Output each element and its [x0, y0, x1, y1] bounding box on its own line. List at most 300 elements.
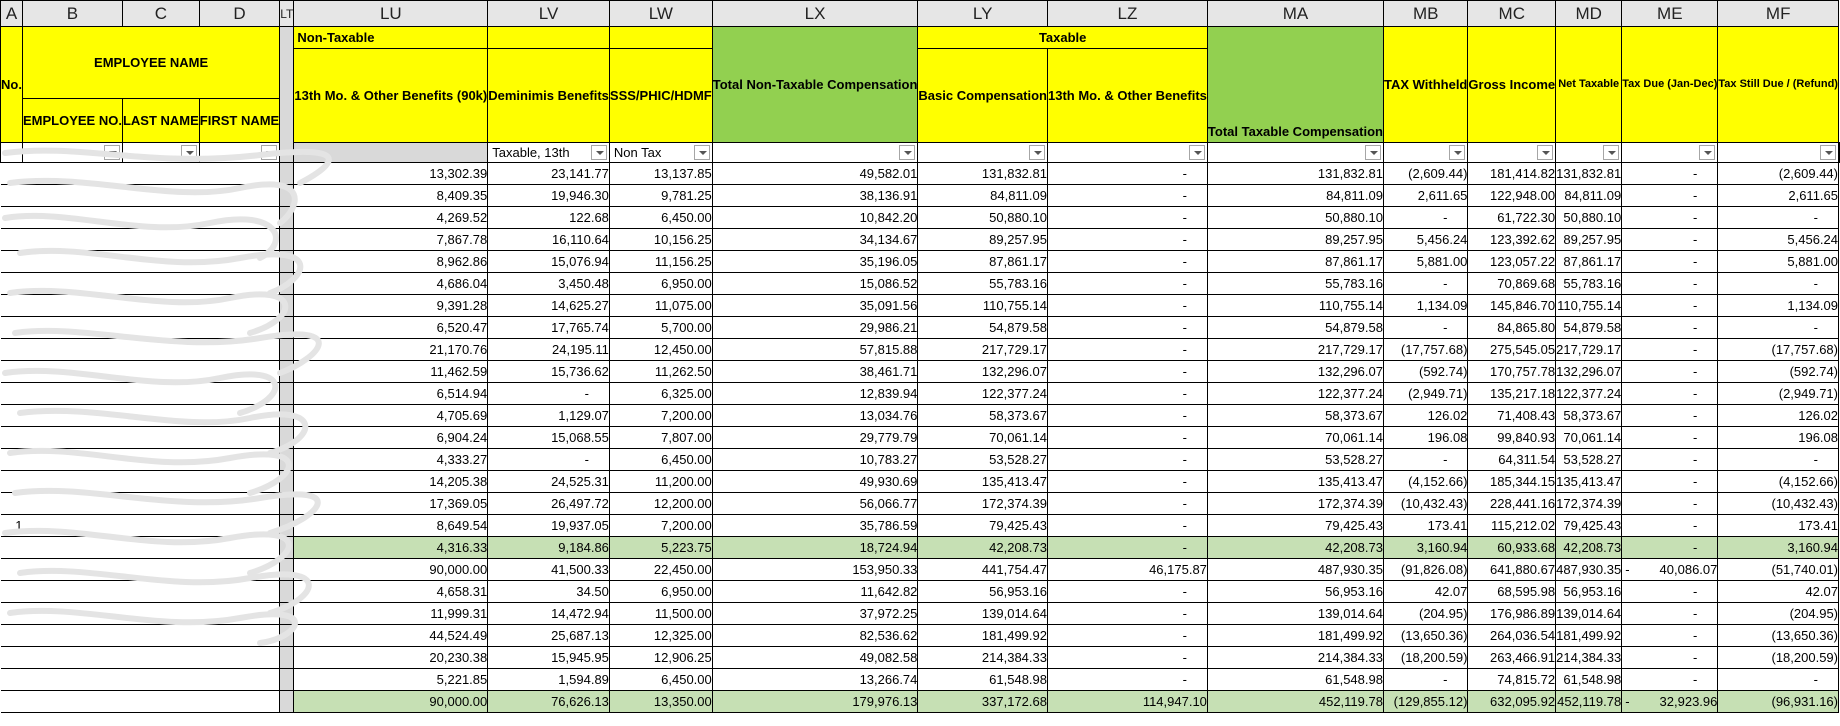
- cell-lu[interactable]: 13,302.39: [294, 163, 488, 185]
- cell-mb[interactable]: -: [1383, 273, 1467, 295]
- cell-ma[interactable]: 87,861.17: [1207, 251, 1383, 273]
- redacted-cell-a[interactable]: [1, 273, 23, 295]
- cell-lv[interactable]: 26,497.72: [488, 493, 610, 515]
- redacted-cell-c[interactable]: [122, 559, 199, 581]
- cell-ma[interactable]: 452,119.78: [1207, 691, 1383, 713]
- cell-ly[interactable]: 135,413.47: [918, 471, 1048, 493]
- cell-ly[interactable]: 87,861.17: [918, 251, 1048, 273]
- cell-ly[interactable]: 53,528.27: [918, 449, 1048, 471]
- cell-ly[interactable]: 132,296.07: [918, 361, 1048, 383]
- cell-mf[interactable]: 3,160.94: [1718, 537, 1839, 559]
- cell-me[interactable]: -: [1622, 471, 1718, 493]
- cell-me[interactable]: -: [1622, 493, 1718, 515]
- redacted-cell-b[interactable]: [22, 361, 122, 383]
- cell-mf[interactable]: (204.95): [1718, 603, 1839, 625]
- cell-me[interactable]: -: [1622, 449, 1718, 471]
- cell-ly[interactable]: 54,879.58: [918, 317, 1048, 339]
- cell-lv[interactable]: 41,500.33: [488, 559, 610, 581]
- cell-mc[interactable]: 641,880.67: [1468, 559, 1556, 581]
- cell-ly[interactable]: 217,729.17: [918, 339, 1048, 361]
- cell-me[interactable]: -: [1622, 515, 1718, 537]
- cell-lw[interactable]: 12,450.00: [609, 339, 712, 361]
- cell-lv[interactable]: 76,626.13: [488, 691, 610, 713]
- redacted-cell-d[interactable]: [199, 361, 279, 383]
- cell-mb[interactable]: 126.02: [1383, 405, 1467, 427]
- filter-dropdown-icon[interactable]: [694, 145, 710, 160]
- cell-me[interactable]: -: [1622, 339, 1718, 361]
- cell-md[interactable]: 131,832.81: [1556, 163, 1622, 185]
- cell-lu[interactable]: 8,409.35: [294, 185, 488, 207]
- filter-dropdown-icon[interactable]: [1699, 145, 1715, 160]
- cell-lz[interactable]: -: [1048, 163, 1208, 185]
- cell-ly[interactable]: 337,172.68: [918, 691, 1048, 713]
- cell-md[interactable]: 487,930.35: [1556, 559, 1622, 581]
- cell-mb[interactable]: (13,650.36): [1383, 625, 1467, 647]
- redacted-cell-b[interactable]: [22, 603, 122, 625]
- cell-lz[interactable]: -: [1048, 405, 1208, 427]
- cell-lv[interactable]: 16,110.64: [488, 229, 610, 251]
- cell-md[interactable]: 172,374.39: [1556, 493, 1622, 515]
- cell-lv[interactable]: 19,937.05: [488, 515, 610, 537]
- cell-lw[interactable]: 6,325.00: [609, 383, 712, 405]
- cell-mc[interactable]: 123,057.22: [1468, 251, 1556, 273]
- cell-mc[interactable]: 264,036.54: [1468, 625, 1556, 647]
- cell-lz[interactable]: -: [1048, 383, 1208, 405]
- cell-mc[interactable]: 145,846.70: [1468, 295, 1556, 317]
- cell-mc[interactable]: 61,722.30: [1468, 207, 1556, 229]
- redacted-cell-c[interactable]: [122, 427, 199, 449]
- cell-md[interactable]: 139,014.64: [1556, 603, 1622, 625]
- cell-mf[interactable]: (2,609.44): [1718, 163, 1839, 185]
- cell-mc[interactable]: 68,595.98: [1468, 581, 1556, 603]
- cell-lz[interactable]: -: [1048, 207, 1208, 229]
- cell-me[interactable]: -: [1622, 647, 1718, 669]
- cell-lv[interactable]: 14,472.94: [488, 603, 610, 625]
- cell-ma[interactable]: 58,373.67: [1207, 405, 1383, 427]
- cell-lz[interactable]: -: [1048, 449, 1208, 471]
- cell-mb[interactable]: 1,134.09: [1383, 295, 1467, 317]
- redacted-cell-b[interactable]: [22, 317, 122, 339]
- redacted-cell-d[interactable]: [199, 471, 279, 493]
- cell-ly[interactable]: 131,832.81: [918, 163, 1048, 185]
- cell-mc[interactable]: 185,344.15: [1468, 471, 1556, 493]
- cell-ly[interactable]: 55,783.16: [918, 273, 1048, 295]
- redacted-cell-a[interactable]: [1, 603, 23, 625]
- filter-dropdown-icon[interactable]: [1029, 145, 1045, 160]
- redacted-cell-c[interactable]: [122, 581, 199, 603]
- cell-mf[interactable]: (51,740.01): [1718, 559, 1839, 581]
- cell-mc[interactable]: 60,933.68: [1468, 537, 1556, 559]
- cell-lw[interactable]: 6,950.00: [609, 273, 712, 295]
- cell-me[interactable]: -: [1622, 669, 1718, 691]
- cell-me[interactable]: -: [1622, 581, 1718, 603]
- cell-mb[interactable]: 3,160.94: [1383, 537, 1467, 559]
- cell-mf[interactable]: -: [1718, 669, 1839, 691]
- cell-lu[interactable]: 90,000.00: [294, 691, 488, 713]
- cell-ly[interactable]: 56,953.16: [918, 581, 1048, 603]
- redacted-cell-d[interactable]: [199, 317, 279, 339]
- cell-lu[interactable]: 17,369.05: [294, 493, 488, 515]
- column-header-d[interactable]: D: [199, 1, 279, 27]
- redacted-cell-d[interactable]: [199, 537, 279, 559]
- redacted-cell-b[interactable]: [22, 471, 122, 493]
- column-header-mf[interactable]: MF: [1718, 1, 1839, 27]
- cell-ly[interactable]: 122,377.24: [918, 383, 1048, 405]
- cell-mc[interactable]: 84,865.80: [1468, 317, 1556, 339]
- redacted-cell-a[interactable]: [1, 449, 23, 471]
- cell-md[interactable]: 214,384.33: [1556, 647, 1622, 669]
- cell-lu[interactable]: 4,658.31: [294, 581, 488, 603]
- cell-md[interactable]: 79,425.43: [1556, 515, 1622, 537]
- cell-mf[interactable]: 2,611.65: [1718, 185, 1839, 207]
- cell-lx[interactable]: 12,839.94: [712, 383, 918, 405]
- cell-mc[interactable]: 176,986.89: [1468, 603, 1556, 625]
- cell-md[interactable]: 87,861.17: [1556, 251, 1622, 273]
- redacted-cell-d[interactable]: [199, 427, 279, 449]
- redacted-cell-d[interactable]: [199, 581, 279, 603]
- cell-lx[interactable]: 29,986.21: [712, 317, 918, 339]
- cell-lx[interactable]: 179,976.13: [712, 691, 918, 713]
- cell-lw[interactable]: 6,450.00: [609, 207, 712, 229]
- cell-mc[interactable]: 99,840.93: [1468, 427, 1556, 449]
- redacted-cell-d[interactable]: [199, 185, 279, 207]
- redacted-cell-c[interactable]: [122, 691, 199, 713]
- cell-lv[interactable]: -: [488, 383, 610, 405]
- redacted-cell-d[interactable]: [199, 669, 279, 691]
- redacted-cell-a[interactable]: [1, 471, 23, 493]
- cell-lx[interactable]: 18,724.94: [712, 537, 918, 559]
- redacted-cell-b[interactable]: [22, 537, 122, 559]
- cell-me[interactable]: -: [1622, 185, 1718, 207]
- redacted-cell-a[interactable]: [1, 647, 23, 669]
- column-header-ly[interactable]: LY: [918, 1, 1048, 27]
- cell-lw[interactable]: 13,137.85: [609, 163, 712, 185]
- cell-md[interactable]: 50,880.10: [1556, 207, 1622, 229]
- cell-me[interactable]: -: [1622, 427, 1718, 449]
- redacted-cell-d[interactable]: [199, 339, 279, 361]
- redacted-cell-b[interactable]: [22, 559, 122, 581]
- cell-lw[interactable]: 7,200.00: [609, 405, 712, 427]
- cell-mc[interactable]: 263,466.91: [1468, 647, 1556, 669]
- redacted-cell-c[interactable]: [122, 537, 199, 559]
- cell-lz[interactable]: -: [1048, 273, 1208, 295]
- cell-mf[interactable]: (18,200.59): [1718, 647, 1839, 669]
- redacted-cell-d[interactable]: [199, 383, 279, 405]
- cell-mb[interactable]: -: [1383, 317, 1467, 339]
- cell-lz[interactable]: -: [1048, 669, 1208, 691]
- cell-lu[interactable]: 44,524.49: [294, 625, 488, 647]
- cell-lx[interactable]: 35,786.59: [712, 515, 918, 537]
- cell-mb[interactable]: 5,881.00: [1383, 251, 1467, 273]
- cell-me[interactable]: -: [1622, 537, 1718, 559]
- redacted-cell-b[interactable]: [22, 647, 122, 669]
- cell-md[interactable]: 122,377.24: [1556, 383, 1622, 405]
- cell-mb[interactable]: 196.08: [1383, 427, 1467, 449]
- cell-mb[interactable]: (10,432.43): [1383, 493, 1467, 515]
- cell-lx[interactable]: 13,266.74: [712, 669, 918, 691]
- cell-mf[interactable]: (2,949.71): [1718, 383, 1839, 405]
- cell-mc[interactable]: 181,414.82: [1468, 163, 1556, 185]
- cell-mf[interactable]: 126.02: [1718, 405, 1839, 427]
- redacted-cell-a[interactable]: [1, 163, 23, 185]
- redacted-cell-a[interactable]: [1, 185, 23, 207]
- column-header-lt[interactable]: LT: [280, 1, 294, 27]
- filter-dropdown-icon[interactable]: [1820, 145, 1836, 160]
- redacted-cell-d[interactable]: [199, 603, 279, 625]
- redacted-cell-c[interactable]: [122, 383, 199, 405]
- redacted-cell-d[interactable]: [199, 449, 279, 471]
- cell-lv[interactable]: 24,195.11: [488, 339, 610, 361]
- cell-me[interactable]: -: [1622, 295, 1718, 317]
- cell-md[interactable]: 135,413.47: [1556, 471, 1622, 493]
- cell-mb[interactable]: 2,611.65: [1383, 185, 1467, 207]
- cell-lw[interactable]: 12,325.00: [609, 625, 712, 647]
- redacted-cell-a[interactable]: [1, 295, 23, 317]
- cell-ly[interactable]: 89,257.95: [918, 229, 1048, 251]
- cell-mc[interactable]: 170,757.78: [1468, 361, 1556, 383]
- cell-lw[interactable]: 13,350.00: [609, 691, 712, 713]
- cell-ly[interactable]: 172,374.39: [918, 493, 1048, 515]
- column-header-me[interactable]: ME: [1622, 1, 1718, 27]
- cell-lv[interactable]: 25,687.13: [488, 625, 610, 647]
- cell-lv[interactable]: 15,076.94: [488, 251, 610, 273]
- cell-ma[interactable]: 181,499.92: [1207, 625, 1383, 647]
- cell-md[interactable]: 217,729.17: [1556, 339, 1622, 361]
- cell-mf[interactable]: -: [1718, 207, 1839, 229]
- redacted-cell-c[interactable]: [122, 361, 199, 383]
- column-header-a[interactable]: A: [1, 1, 23, 27]
- cell-lu[interactable]: 7,867.78: [294, 229, 488, 251]
- cell-lz[interactable]: -: [1048, 251, 1208, 273]
- column-header-c[interactable]: C: [122, 1, 199, 27]
- cell-mf[interactable]: -: [1718, 273, 1839, 295]
- redacted-cell-a[interactable]: 1: [1, 515, 23, 537]
- cell-lx[interactable]: 35,091.56: [712, 295, 918, 317]
- cell-md[interactable]: 70,061.14: [1556, 427, 1622, 449]
- redacted-cell-c[interactable]: [122, 625, 199, 647]
- cell-ma[interactable]: 487,930.35: [1207, 559, 1383, 581]
- cell-lu[interactable]: 20,230.38: [294, 647, 488, 669]
- cell-lv[interactable]: 23,141.77: [488, 163, 610, 185]
- filter-dropdown-icon[interactable]: [181, 145, 197, 160]
- cell-md[interactable]: 181,499.92: [1556, 625, 1622, 647]
- cell-lw[interactable]: 5,223.75: [609, 537, 712, 559]
- cell-lv[interactable]: 1,594.89: [488, 669, 610, 691]
- cell-lx[interactable]: 56,066.77: [712, 493, 918, 515]
- cell-lx[interactable]: 15,086.52: [712, 273, 918, 295]
- cell-ly[interactable]: 58,373.67: [918, 405, 1048, 427]
- column-header-mc[interactable]: MC: [1468, 1, 1556, 27]
- cell-ma[interactable]: 50,880.10: [1207, 207, 1383, 229]
- cell-lz[interactable]: -: [1048, 317, 1208, 339]
- cell-me[interactable]: -: [1622, 207, 1718, 229]
- redacted-cell-d[interactable]: [199, 273, 279, 295]
- cell-mf[interactable]: 5,881.00: [1718, 251, 1839, 273]
- cell-md[interactable]: 53,528.27: [1556, 449, 1622, 471]
- redacted-cell-a[interactable]: [1, 207, 23, 229]
- cell-mb[interactable]: (204.95): [1383, 603, 1467, 625]
- redacted-cell-a[interactable]: [1, 581, 23, 603]
- cell-me[interactable]: -: [1622, 229, 1718, 251]
- cell-lw[interactable]: 10,156.25: [609, 229, 712, 251]
- redacted-cell-a[interactable]: [1, 383, 23, 405]
- redacted-cell-d[interactable]: [199, 625, 279, 647]
- column-header-lv[interactable]: LV: [488, 1, 610, 27]
- cell-lw[interactable]: 22,450.00: [609, 559, 712, 581]
- redacted-cell-c[interactable]: [122, 405, 199, 427]
- redacted-cell-d[interactable]: [199, 405, 279, 427]
- cell-me[interactable]: -: [1622, 603, 1718, 625]
- cell-lv[interactable]: 15,736.62: [488, 361, 610, 383]
- cell-mc[interactable]: 70,869.68: [1468, 273, 1556, 295]
- cell-mc[interactable]: 71,408.43: [1468, 405, 1556, 427]
- redacted-cell-b[interactable]: [22, 493, 122, 515]
- cell-lv[interactable]: 1,129.07: [488, 405, 610, 427]
- cell-mb[interactable]: (592.74): [1383, 361, 1467, 383]
- cell-ma[interactable]: 55,783.16: [1207, 273, 1383, 295]
- cell-lu[interactable]: 8,962.86: [294, 251, 488, 273]
- cell-mb[interactable]: 42.07: [1383, 581, 1467, 603]
- cell-lu[interactable]: 4,705.69: [294, 405, 488, 427]
- cell-mb[interactable]: (17,757.68): [1383, 339, 1467, 361]
- cell-ma[interactable]: 84,811.09: [1207, 185, 1383, 207]
- cell-mf[interactable]: 1,134.09: [1718, 295, 1839, 317]
- cell-mc[interactable]: 228,441.16: [1468, 493, 1556, 515]
- redacted-cell-b[interactable]: [22, 163, 122, 185]
- cell-lw[interactable]: 6,450.00: [609, 669, 712, 691]
- cell-me[interactable]: -: [1622, 317, 1718, 339]
- redacted-cell-b[interactable]: [22, 515, 122, 537]
- column-header-lu[interactable]: LU: [294, 1, 488, 27]
- cell-me[interactable]: -: [1622, 405, 1718, 427]
- cell-lw[interactable]: 7,807.00: [609, 427, 712, 449]
- redacted-cell-c[interactable]: [122, 669, 199, 691]
- cell-lz[interactable]: -: [1048, 537, 1208, 559]
- cell-md[interactable]: 452,119.78: [1556, 691, 1622, 713]
- redacted-cell-b[interactable]: [22, 581, 122, 603]
- cell-ma[interactable]: 131,832.81: [1207, 163, 1383, 185]
- redacted-cell-a[interactable]: [1, 229, 23, 251]
- redacted-cell-b[interactable]: [22, 405, 122, 427]
- cell-mf[interactable]: 5,456.24: [1718, 229, 1839, 251]
- cell-ma[interactable]: 79,425.43: [1207, 515, 1383, 537]
- cell-lu[interactable]: 21,170.76: [294, 339, 488, 361]
- cell-mf[interactable]: (17,757.68): [1718, 339, 1839, 361]
- redacted-cell-c[interactable]: [122, 603, 199, 625]
- cell-lx[interactable]: 11,642.82: [712, 581, 918, 603]
- cell-lx[interactable]: 49,082.58: [712, 647, 918, 669]
- cell-me[interactable]: -: [1622, 383, 1718, 405]
- cell-lu[interactable]: 9,391.28: [294, 295, 488, 317]
- cell-lz[interactable]: -: [1048, 229, 1208, 251]
- cell-lu[interactable]: 4,269.52: [294, 207, 488, 229]
- redacted-cell-c[interactable]: [122, 515, 199, 537]
- cell-mc[interactable]: 275,545.05: [1468, 339, 1556, 361]
- redacted-cell-b[interactable]: [22, 427, 122, 449]
- cell-mf[interactable]: (13,650.36): [1718, 625, 1839, 647]
- cell-lu[interactable]: 5,221.85: [294, 669, 488, 691]
- cell-md[interactable]: 89,257.95: [1556, 229, 1622, 251]
- redacted-cell-a[interactable]: [1, 339, 23, 361]
- redacted-cell-b[interactable]: [22, 449, 122, 471]
- cell-md[interactable]: 56,953.16: [1556, 581, 1622, 603]
- cell-md[interactable]: 55,783.16: [1556, 273, 1622, 295]
- cell-lv[interactable]: 15,068.55: [488, 427, 610, 449]
- cell-lx[interactable]: 10,842.20: [712, 207, 918, 229]
- cell-lu[interactable]: 90,000.00: [294, 559, 488, 581]
- cell-lz[interactable]: -: [1048, 427, 1208, 449]
- redacted-cell-b[interactable]: [22, 295, 122, 317]
- cell-mc[interactable]: 135,217.18: [1468, 383, 1556, 405]
- cell-md[interactable]: 58,373.67: [1556, 405, 1622, 427]
- cell-lv[interactable]: 122.68: [488, 207, 610, 229]
- cell-lw[interactable]: 11,262.50: [609, 361, 712, 383]
- redacted-cell-a[interactable]: [1, 317, 23, 339]
- redacted-cell-d[interactable]: [199, 515, 279, 537]
- cell-lv[interactable]: 17,765.74: [488, 317, 610, 339]
- cell-lw[interactable]: 9,781.25: [609, 185, 712, 207]
- cell-md[interactable]: 42,208.73: [1556, 537, 1622, 559]
- cell-lv[interactable]: 3,450.48: [488, 273, 610, 295]
- cell-lu[interactable]: 11,999.31: [294, 603, 488, 625]
- filter-dropdown-icon[interactable]: [591, 145, 607, 160]
- redacted-cell-b[interactable]: [22, 669, 122, 691]
- cell-mb[interactable]: (91,826.08): [1383, 559, 1467, 581]
- cell-lu[interactable]: 6,520.47: [294, 317, 488, 339]
- redacted-cell-c[interactable]: [122, 229, 199, 251]
- cell-lw[interactable]: 7,200.00: [609, 515, 712, 537]
- redacted-cell-a[interactable]: [1, 405, 23, 427]
- redacted-cell-a[interactable]: [1, 427, 23, 449]
- filter-dropdown-icon[interactable]: [1189, 145, 1205, 160]
- cell-mb[interactable]: 5,456.24: [1383, 229, 1467, 251]
- cell-mb[interactable]: (4,152.66): [1383, 471, 1467, 493]
- cell-mb[interactable]: 173.41: [1383, 515, 1467, 537]
- redacted-cell-b[interactable]: [22, 383, 122, 405]
- cell-mb[interactable]: (18,200.59): [1383, 647, 1467, 669]
- filter-dropdown-icon[interactable]: [261, 145, 277, 160]
- cell-mf[interactable]: -: [1718, 317, 1839, 339]
- cell-lx[interactable]: 10,783.27: [712, 449, 918, 471]
- cell-lv[interactable]: 14,625.27: [488, 295, 610, 317]
- cell-lx[interactable]: 34,134.67: [712, 229, 918, 251]
- cell-md[interactable]: 61,548.98: [1556, 669, 1622, 691]
- cell-lz[interactable]: -: [1048, 295, 1208, 317]
- cell-lz[interactable]: -: [1048, 361, 1208, 383]
- cell-ma[interactable]: 54,879.58: [1207, 317, 1383, 339]
- cell-md[interactable]: 84,811.09: [1556, 185, 1622, 207]
- cell-ly[interactable]: 110,755.14: [918, 295, 1048, 317]
- filter-dropdown-icon[interactable]: [104, 145, 120, 160]
- column-header-mb[interactable]: MB: [1383, 1, 1467, 27]
- redacted-cell-b[interactable]: [22, 251, 122, 273]
- cell-mf[interactable]: (96,931.16): [1718, 691, 1839, 713]
- redacted-cell-d[interactable]: [199, 647, 279, 669]
- cell-mb[interactable]: -: [1383, 207, 1467, 229]
- column-header-lw[interactable]: LW: [609, 1, 712, 27]
- filter-dropdown-icon[interactable]: [899, 145, 915, 160]
- cell-mb[interactable]: (2,609.44): [1383, 163, 1467, 185]
- cell-lv[interactable]: 9,184.86: [488, 537, 610, 559]
- redacted-cell-d[interactable]: [199, 251, 279, 273]
- cell-ly[interactable]: 139,014.64: [918, 603, 1048, 625]
- cell-lw[interactable]: 12,200.00: [609, 493, 712, 515]
- cell-lz[interactable]: -: [1048, 493, 1208, 515]
- cell-mf[interactable]: 196.08: [1718, 427, 1839, 449]
- cell-lw[interactable]: 6,950.00: [609, 581, 712, 603]
- cell-lz[interactable]: -: [1048, 603, 1208, 625]
- cell-md[interactable]: 132,296.07: [1556, 361, 1622, 383]
